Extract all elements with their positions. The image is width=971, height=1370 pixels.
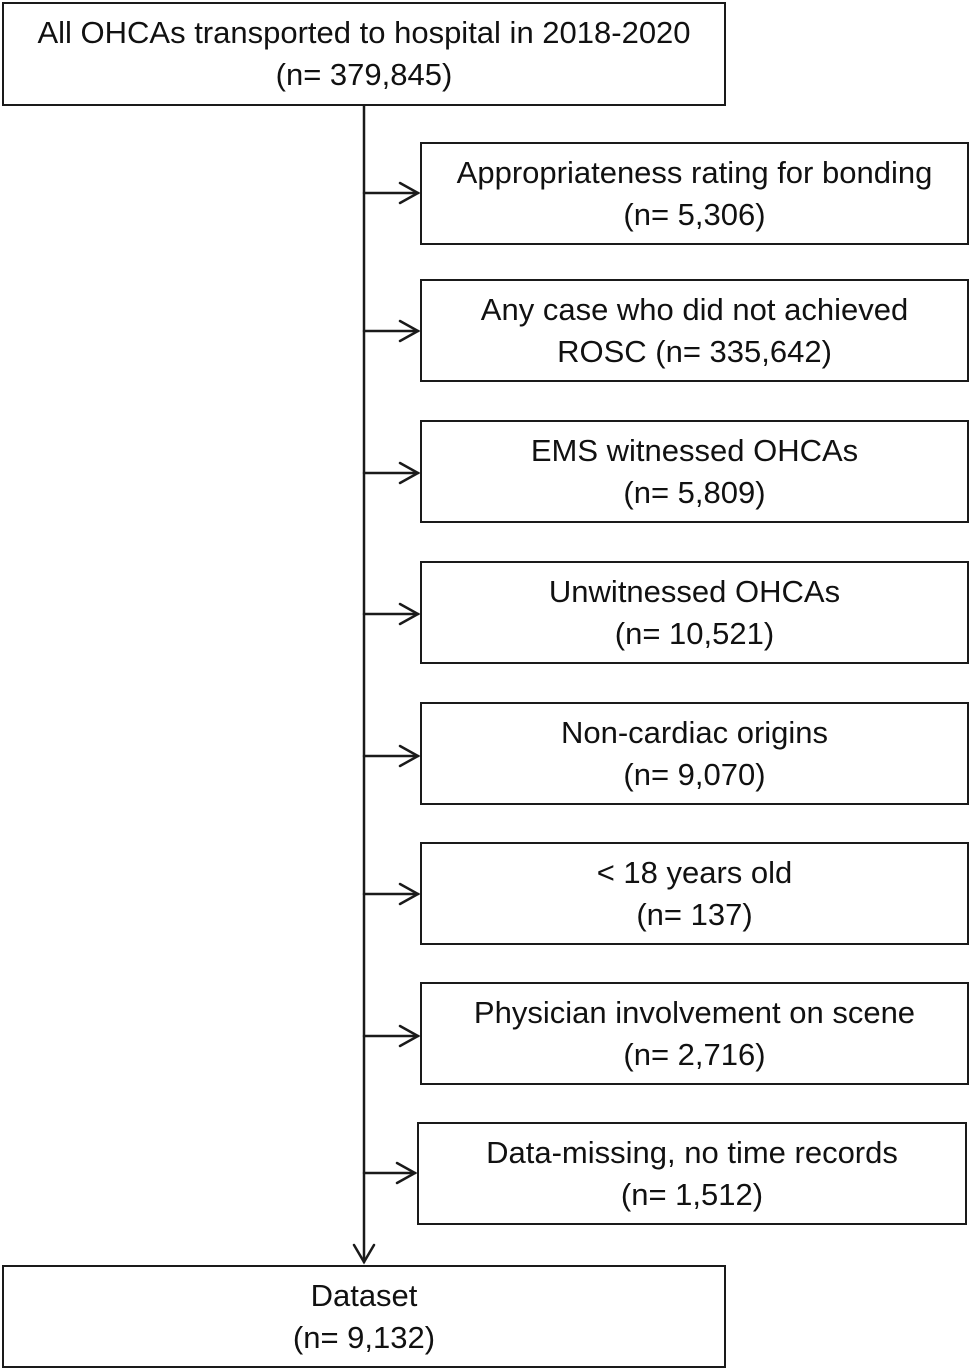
box-line-2: ROSC (n= 335,642) xyxy=(557,333,832,369)
box-line-1: EMS witnessed OHCAs xyxy=(530,432,859,468)
box-line-2: (n= 2,716) xyxy=(623,1036,766,1072)
box-line-1: Data-missing, no time records xyxy=(486,1134,898,1170)
box-line-1: Physician involvement on scene xyxy=(473,994,916,1030)
box-line-1: Dataset xyxy=(310,1277,418,1313)
box-line-1: Non-cardiac origins xyxy=(560,714,829,750)
box-line-1: < 18 years old xyxy=(596,854,793,890)
box-line-2: (n= 1,512) xyxy=(620,1176,764,1212)
box-line-2: (n= 5,306) xyxy=(623,196,766,232)
box-line-2: (n= 5,809) xyxy=(623,474,766,510)
box-line-1: Appropriateness rating for bonding xyxy=(456,154,933,190)
box-line-1: All OHCAs transported to hospital in 2018-2020 xyxy=(37,15,691,50)
box-line-2: (n= 9,070) xyxy=(623,756,766,792)
box-line-1: Any case who did not achieved xyxy=(480,291,909,327)
box-line-2: (n= 379,845) xyxy=(275,57,453,92)
box-line-2: (n= 137) xyxy=(636,896,753,932)
box-line-2: (n= 9,132) xyxy=(292,1319,436,1355)
box-line-2: (n= 10,521) xyxy=(614,615,775,651)
box-line-1: Unwitnessed OHCAs xyxy=(548,573,841,609)
